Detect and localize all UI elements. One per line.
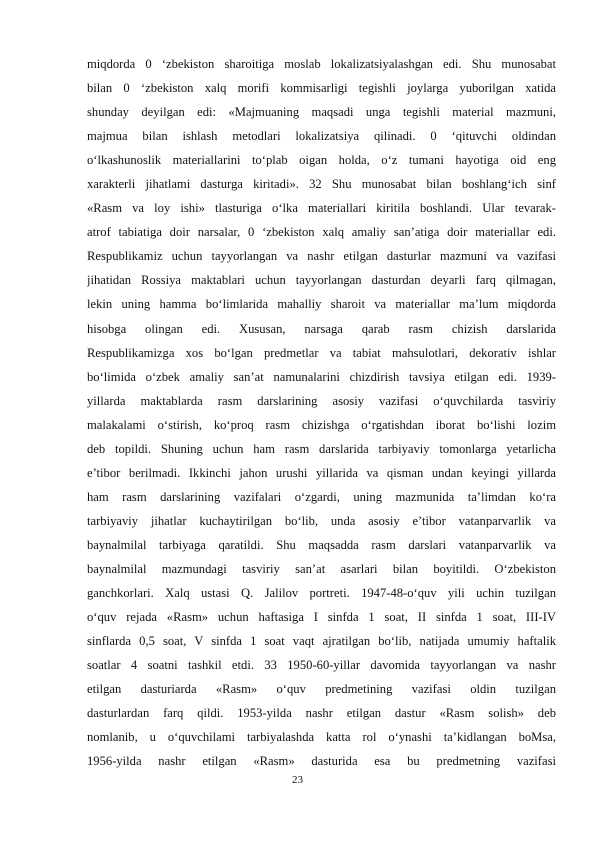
text-line: Respublikamiz uchun tayyorlangan va nashr etilgan dasturlar mazmuni va vazifasi <box>87 249 556 264</box>
text-line: baynalmilal tarbiyaga qaratildi. Shu maqsadda rasm darslari vatanparvarlik va <box>87 537 556 552</box>
text-line: tarbiyaviy jihatlar kuchaytirilgan bo‘lib, unda asosiy e’tibor vatanparvarlik va <box>87 513 556 528</box>
text-line: etilgan dasturiarda «Rasm» o‘quv predmetining vazifasi oldin tuzilgan <box>87 682 556 697</box>
text-line: xarakterli jihatlami dasturga kiritadi». 32 Shu munosabat bilan boshlang‘ich sinf <box>87 177 556 192</box>
text-line: bo‘limida o‘zbek amaliy san’at namunalarini chizdirish tavsiya etilgan edi. 1939- <box>87 369 556 384</box>
text-line: deb topildi. Shuning uchun ham rasm darslarida tarbiyaviy tomonlarga yetarlicha <box>87 441 556 456</box>
text-line: baynalmilal mazmundagi tasviriy san’at asarlari bilan boyitildi. O‘zbekiston <box>87 561 556 576</box>
text-line: ganchkorlari. Xalq ustasi Q. Jalilov portreti. 1947-48-o‘quv yili uchin tuzilgan <box>87 586 556 601</box>
text-line: 1956-yilda nashr etilgan «Rasm» dasturida esa bu predmetning vazifasi <box>87 754 556 769</box>
text-line: miqdorda 0 ‘zbekiston sharoitiga moslab lokalizatsiyalashgan edi. Shu munosabat <box>87 57 556 71</box>
text-line: dasturlardan farq qildi. 1953-yilda nashr etilgan dastur «Rasm solish» deb <box>87 706 556 721</box>
text-line: nomlanib, u o‘quvchilami tarbiyalashda katta rol o‘ynashi ta’kidlangan boMsa, <box>87 730 556 745</box>
text-line: Respublikamizga xos bo‘lgan predmetlar va tabiat mahsulotlari, dekorativ ishlar <box>87 345 556 360</box>
text-line: ham rasm darslarining vazifalari o‘zgardi, uning mazmunida ta’limdan ko‘ra <box>87 489 556 504</box>
text-line: o‘lkashunoslik materiallarini to‘plab oigan holda, o‘z tumani hayotiga oid eng <box>87 153 556 168</box>
text-line: sinflarda 0,5 soat, V sinfda 1 soat vaqt ajratilgan bo‘lib, natijada umumiy haftalik <box>87 634 556 649</box>
text-line: shunday deyilgan edi: «Majmuaning maqsadi unga tegishli material mazmuni, <box>87 105 556 120</box>
text-line: o‘quv rejada «Rasm» uchun haftasiga I sinfda 1 soat, II sinfda 1 soat, III-IV <box>87 610 556 625</box>
text-line: malakalami o‘stirish, ko‘proq rasm chizishga o‘rgatishdan iborat bo‘lishi lozim <box>87 417 556 432</box>
text-line: jihatidan Rossiya maktablari uchun tayyorlangan dasturdan deyarli farq qilmagan, <box>87 273 556 288</box>
page-number: 23 <box>292 774 303 786</box>
document-body <box>87 52 556 773</box>
text-line: e’tibor berilmadi. Ikkinchi jahon urushi yillarida va qisman undan keyingi yillarda <box>87 465 556 480</box>
text-line: «Rasm va loy ishi» tlasturiga o‘lka materiallari kiritila boshlandi. Ular tevarak- <box>87 201 556 216</box>
text-line: lekin uning hamma bo‘limlarida mahalliy sharoit va materiallar ma’lum miqdorda <box>87 297 556 312</box>
text-line: yillarda maktablarda rasm darslarining asosiy vazifasi o‘quvchilarda tasviriy <box>87 393 556 408</box>
text-line: majmua bilan ishlash metodlari lokalizatsiya qilinadi. 0 ‘qituvchi oldindan <box>87 129 556 144</box>
text-line: hisobga olingan edi. Xususan, narsaga qarab rasm chizish darslarida <box>87 321 556 336</box>
text-line: bilan 0 ‘zbekiston xalq morifi kommisarligi tegishli joylarga yuborilgan xatida <box>87 81 556 96</box>
text-line: atrof tabiatiga doir narsalar, 0 ‘zbekiston xalq amaliy san’atiga doir materiallar edi. <box>87 225 556 240</box>
text-line: soatlar 4 soatni tashkil etdi. 33 1950-60-yillar davomida tayyorlangan va nashr <box>87 658 556 673</box>
